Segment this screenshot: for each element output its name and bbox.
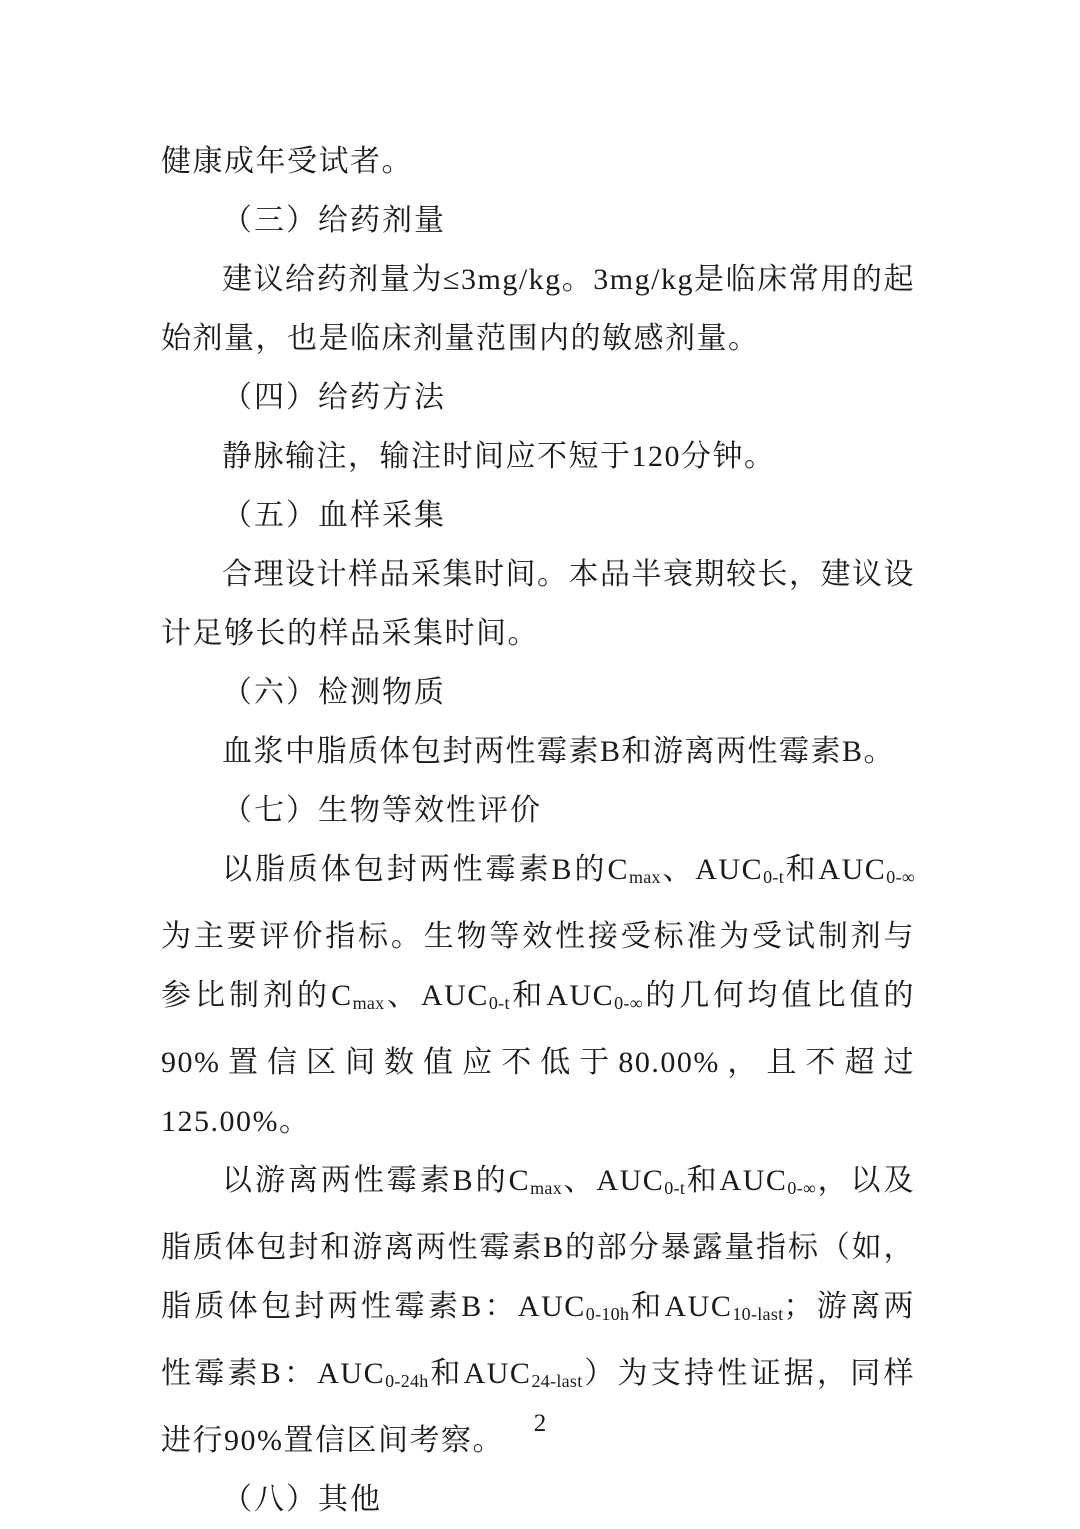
text-run: 以游离两性霉素B的C [222, 1163, 531, 1197]
para-blood-sampling [161, 545, 915, 663]
heading-section-5-blood-sampling [161, 486, 915, 545]
heading-section-8-other [161, 1470, 915, 1529]
text-run: （三）给药剂量 [222, 204, 446, 237]
text-run: 合理设计样品采集时间。本品半衰期较长，建议设计足够长的样品采集时间。 [161, 558, 915, 650]
text-run: 和AUC [509, 978, 615, 1012]
subscript-text: 0-∞ [787, 1177, 817, 1198]
subscript-text: max [628, 866, 661, 887]
heading-section-6-analyte [161, 663, 915, 722]
text-run: （八）其他 [222, 1482, 382, 1516]
text-run: 以脂质体包封两性霉素B的C [222, 853, 629, 886]
subscript-text: 0-10h [585, 1303, 630, 1324]
text-run: 健康成年受试者。 [161, 145, 413, 178]
text-run: （四）给药方法 [222, 381, 446, 414]
text-run: 、AUC [384, 978, 489, 1012]
subscript-text: 0-t [664, 1177, 686, 1198]
text-run: 和AUC [629, 1289, 733, 1323]
text-run: 血浆中脂质体包封两性霉素B和游离两性霉素B。 [222, 735, 896, 768]
heading-section-7-be-evaluation [161, 781, 915, 840]
subscript-text: 0-t [488, 992, 510, 1013]
text-run: 、AUC [660, 853, 764, 886]
text-run: 建议给药剂量为≤3mg/kg。3mg/kg是临床常用的起始剂量，也是临床剂量范围内的敏感剂量。 [161, 263, 915, 355]
heading-section-4-method [161, 368, 915, 427]
subscript-text: 0-t [763, 866, 785, 887]
para-dose [161, 250, 915, 368]
text-run: 为主要评价指标。生物等效性接受标准为受试制剂与参比制剂的C [161, 919, 915, 1012]
para-method [161, 427, 915, 486]
subscript-text: 24-last [531, 1370, 583, 1391]
text-run: （五）血样采集 [222, 499, 446, 532]
subscript-text: 10-last [732, 1303, 784, 1324]
text-run: ，以及脂质体包封和游离两性霉素B的部分暴露量指标（如，脂质体包封两性霉素B：AUC [161, 1163, 915, 1323]
text-run: 的几何均值比值的90%置信区间数值应不低于80.00%，且不超过125.00%。 [161, 978, 915, 1138]
para-be-primary-criteria [161, 840, 915, 1151]
text-run: ；游离两性霉素B：AUC [161, 1289, 916, 1390]
document-body [161, 132, 915, 1529]
subscript-text: 0-∞ [614, 992, 643, 1013]
text-run: 、AUC [562, 1163, 665, 1197]
text-run: （七）生物等效性评价 [222, 794, 542, 827]
subscript-text: 0-24h [385, 1370, 429, 1391]
text-run: ）为支持性证据，同样进行90%置信区间考察。 [161, 1356, 916, 1457]
page-number: 2 [533, 1410, 547, 1437]
para-subjects-continuation [161, 132, 915, 191]
text-run: 静脉输注，输注时间应不短于120分钟。 [222, 440, 776, 473]
text-run: 和AUC [784, 853, 887, 886]
para-analyte [161, 722, 915, 781]
text-run: 和AUC [685, 1163, 788, 1197]
text-run: 和AUC [428, 1356, 532, 1390]
subscript-text: max [530, 1177, 562, 1198]
page-footer [0, 1410, 1080, 1438]
subscript-text: max [352, 992, 385, 1013]
subscript-text: 0-∞ [886, 866, 915, 887]
text-run: （六）检测物质 [222, 676, 446, 709]
heading-section-3-dose [161, 191, 915, 250]
